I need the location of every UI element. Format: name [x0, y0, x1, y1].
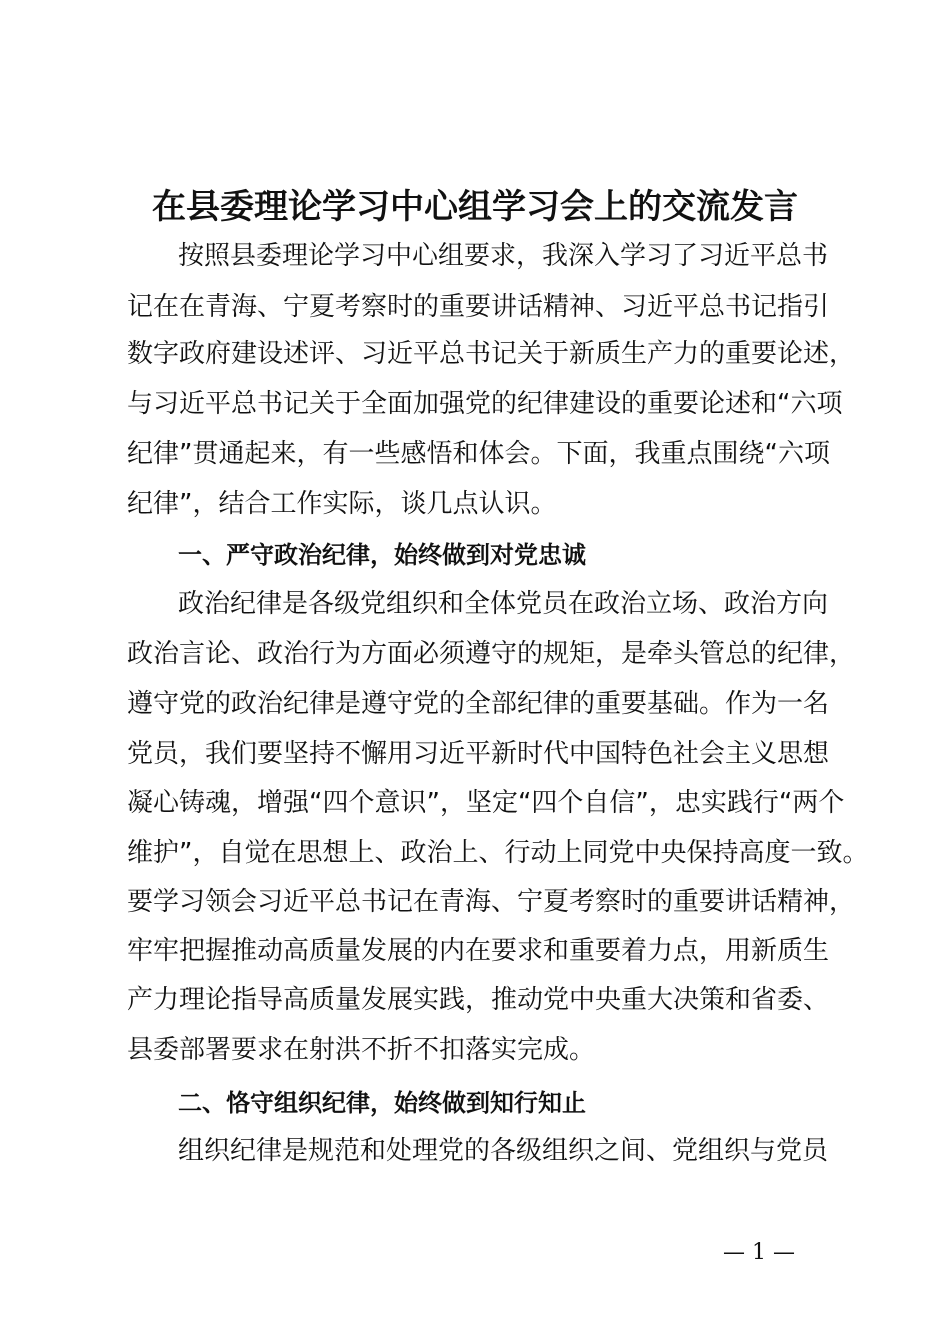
- section-heading-2: 二、恪守组织纪律，始终做到知行知止: [178, 1089, 586, 1117]
- paragraph-line: 党员，我们要坚持不懈用习近平新时代中国特色社会主义思想: [127, 739, 830, 769]
- paragraph-line: 维护”，自觉在思想上、政治上、行动上同党中央保持高度一致。: [127, 838, 869, 868]
- paragraph-line: 政治纪律是各级党组织和全体党员在政治立场、政治方向: [178, 589, 829, 619]
- paragraph-line: 要学习领会习近平总书记在青海、宁夏考察时的重要讲话精神，: [127, 887, 856, 917]
- paragraph-line: 产力理论指导高质量发展实践，推动党中央重大决策和省委、: [127, 985, 830, 1015]
- paragraph-line: 凝心铸魂，增强“四个意识”，坚定“四个自信”，忠实践行“两个: [127, 788, 845, 818]
- paragraph-line: 按照县委理论学习中心组要求，我深入学习了习近平总书: [178, 241, 829, 271]
- paragraph-line: 与习近平总书记关于全面加强党的纪律建设的重要论述和“六项: [127, 389, 843, 419]
- paragraph-line: 牢牢把握推动高质量发展的内在要求和重要着力点，用新质生: [127, 936, 830, 966]
- paragraph-line: 记在在青海、宁夏考察时的重要讲话精神、习近平总书记指引: [127, 292, 830, 322]
- paragraph-line: 纪律”贯通起来，有一些感悟和体会。下面，我重点围绕“六项: [127, 439, 830, 469]
- paragraph-line: 县委部署要求在射洪不折不扣落实完成。: [127, 1035, 596, 1065]
- section-heading-1: 一、严守政治纪律，始终做到对党忠诚: [178, 541, 586, 569]
- paragraph-line: 遵守党的政治纪律是遵守党的全部纪律的重要基础。作为一名: [127, 689, 830, 719]
- paragraph-line: 政治言论、政治行为方面必须遵守的规矩，是牵头管总的纪律，: [127, 639, 856, 669]
- paragraph-line: 数字政府建设述评、习近平总书记关于新质生产力的重要论述，: [127, 339, 856, 369]
- document-title: 在县委理论学习中心组学习会上的交流发言: [152, 187, 798, 227]
- paragraph-line: 组织纪律是规范和处理党的各级组织之间、党组织与党员: [178, 1136, 829, 1166]
- page-number: — 1 —: [723, 1240, 795, 1265]
- paragraph-line: 纪律”，结合工作实际，谈几点认识。: [127, 489, 557, 519]
